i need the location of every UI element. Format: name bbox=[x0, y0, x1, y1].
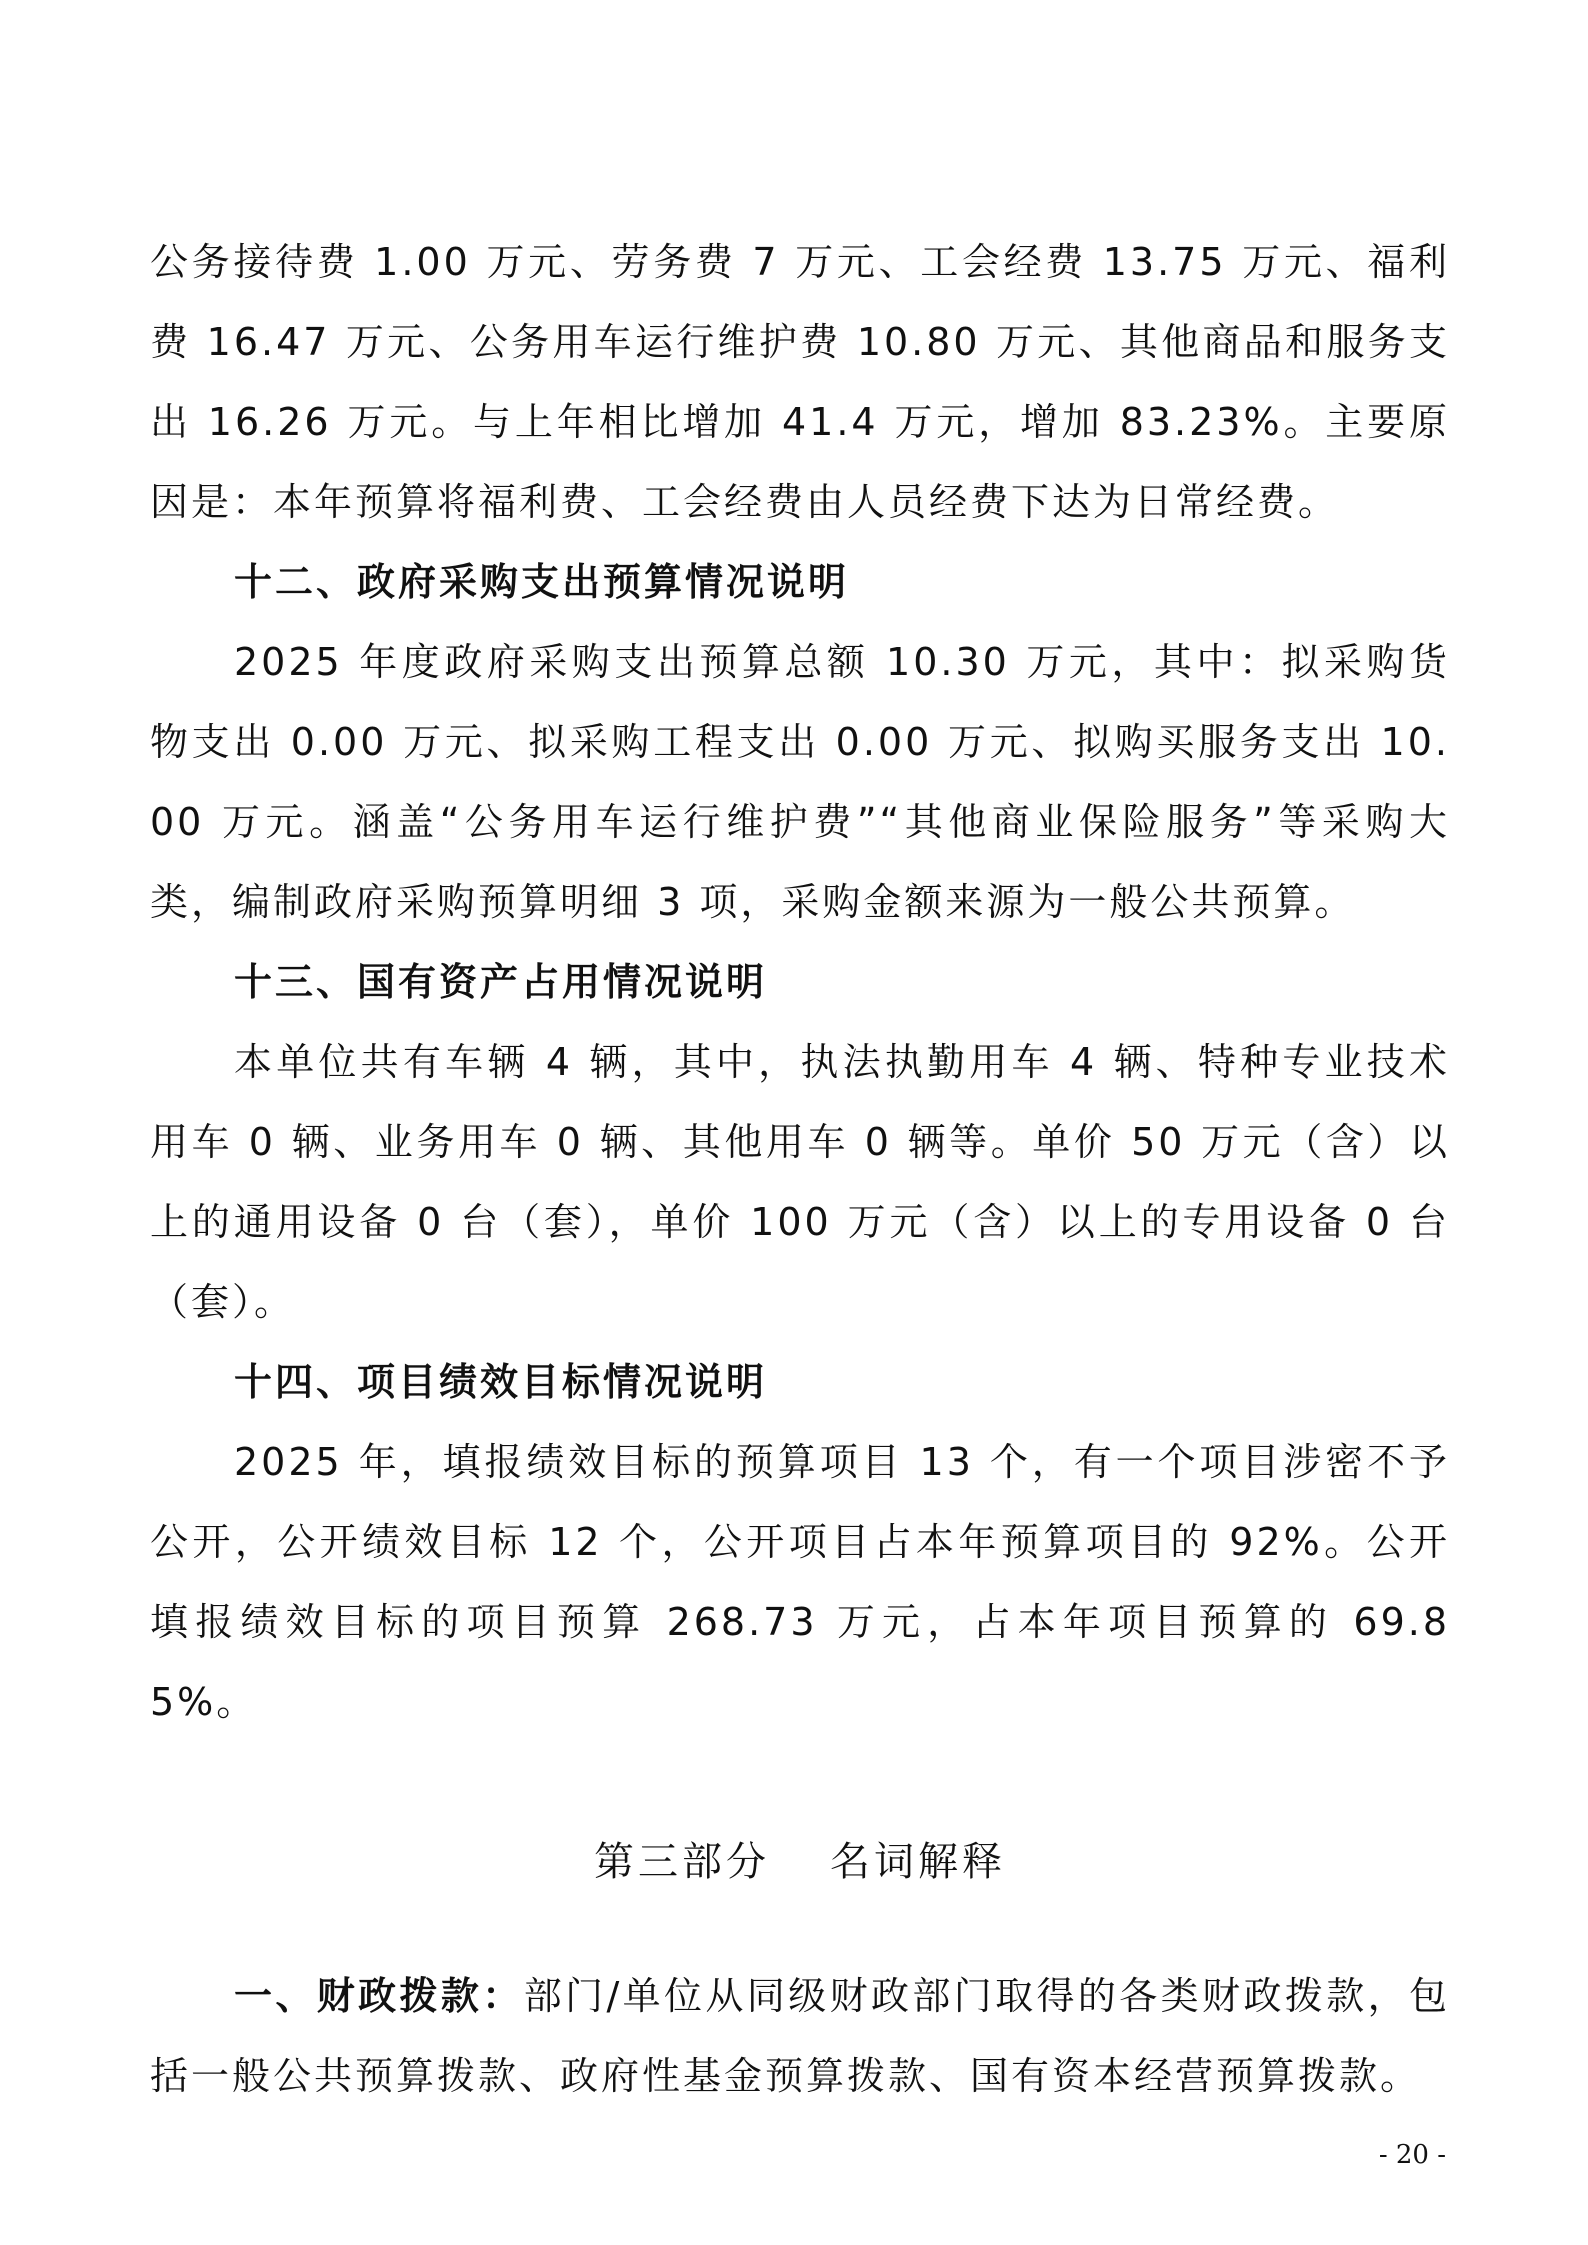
term-definition-fiscal-appropriation bbox=[150, 1956, 1450, 2116]
paragraph-government-procurement: 2025 年度政府采购支出预算总额 10.30 万元，其中：拟采购货物支出 0.00 万元、拟采购工程支出 0.00 万元、拟购买服务支出 10.00 万元。涵盖“公务用车运行维护费”“其他商业保险服务”等采购大类，编制政府采购预算明细 3 项，采购金额来源为一般公共预算。 bbox=[150, 640, 1450, 924]
paragraph-state-assets: 本单位共有车辆 4 辆，其中，执法执勤用车 4 辆、特种专业技术用车 0 辆、业务用车 0 辆、其他用车 0 辆等。单价 50 万元（含）以上的通用设备 0 台（套），单价 100 万元（含）以上的专用设备 0 台（套）。 bbox=[150, 1040, 1450, 1324]
section-heading-state-assets: 十三、国有资产占用情况说明 bbox=[234, 960, 768, 1004]
part-title-name: 名词解释 bbox=[830, 1839, 1006, 1885]
part-title-number: 第三部分 bbox=[594, 1839, 770, 1885]
term-text: 部门/单位从同级财政部门取得的各类财政拨款，包括一般公共预算拨款、政府性基金预算拨款、国有资本经营预算拨款。 bbox=[150, 1974, 1450, 2098]
page-number: - 20 - bbox=[1378, 2140, 1446, 2170]
paragraph-performance-goals: 2025 年，填报绩效目标的预算项目 13 个，有一个项目涉密不予公开，公开绩效目标 12 个，公开项目占本年预算项目的 92%。公开填报绩效目标的项目预算 268.73 万元，占本年项目预算的 69.85%。 bbox=[150, 1440, 1450, 1724]
term-label: 一、财政拨款： bbox=[234, 1974, 524, 2018]
part-title bbox=[150, 1822, 1450, 1902]
section-heading-government-procurement: 十二、政府采购支出预算情况说明 bbox=[234, 560, 850, 604]
section-heading-performance-goals: 十四、项目绩效目标情况说明 bbox=[234, 1360, 768, 1404]
page-content bbox=[150, 222, 1450, 2116]
paragraph-expenditure-continued: 公务接待费 1.00 万元、劳务费 7 万元、工会经费 13.75 万元、福利费 16.47 万元、公务用车运行维护费 10.80 万元、其他商品和服务支出 16.26 万元。与上年相比增加 41.4 万元，增加 83.23%。主要原因是：本年预算将福利费、工会经费由人员经费下达为日常经费。 bbox=[150, 240, 1450, 524]
